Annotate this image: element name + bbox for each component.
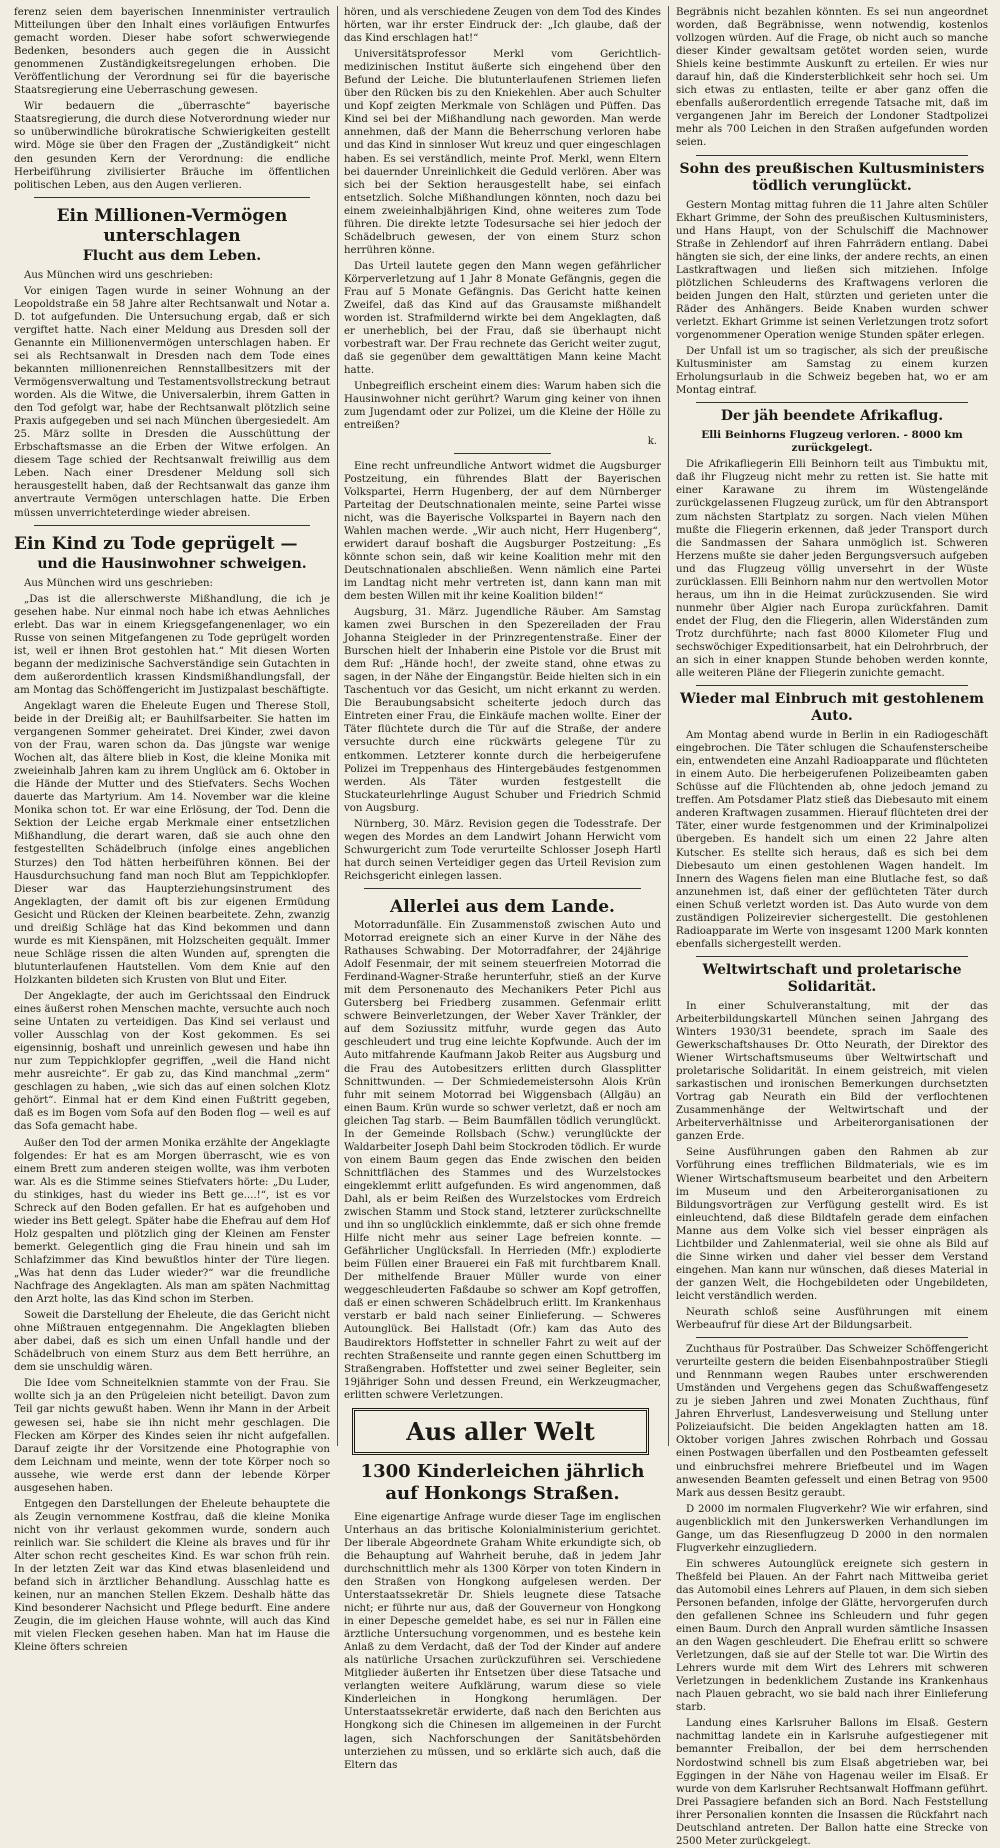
paragraph: Aus München wird uns geschrieben: [24, 577, 213, 589]
subheadline: Elli Beinhorns Flugzeug verloren. - 8000 km zurückgelegt. [701, 429, 963, 455]
divider [696, 402, 968, 403]
paragraph: Aus München wird uns geschrieben: [24, 269, 213, 281]
divider [454, 453, 551, 454]
news-item: Nürnberg, 30. März. Revision gegen die Todesstrafe. Der wegen des Mordes an dem Landwirt Johann Herwicht vom Schwurgericht zum Tode verurteilte Schlosser Joseph Hartl hat durch seinen Verteidiger gegen das Urteil Revision zum Reichsgericht einlegen lassen. [344, 818, 661, 882]
headline: Ein Millionen-Vermögen unterschlagen [56, 205, 288, 246]
paragraph: hören, und als verschiedene Zeugen von dem Tod des Kindes hörten, war ihr erster Eindruck der: „Ich glaube, daß der das Kind erschlagen hat!“ [344, 7, 661, 45]
divider [34, 525, 310, 526]
paragraph: Wir bedauern die „überraschte“ bayerische Staatsregierung, die durch diese Notverordnung wieder nur so unüberwindliche bürokratische Schwierigkeiten gestellt wird. Möge sie über den Fragen der „Zuständigkeit“ nicht den gesunden Kern der Verordnung: die endliche Herbeiführung zivilisierter Bräuche im öffentlichen politischen Leben, aus den Augen verlieren. [14, 101, 330, 191]
subheadline: und die Hausinwohner schweigen. [37, 555, 307, 572]
column-rule [668, 6, 669, 1446]
paragraph: Motorradunfälle. Ein Zusammenstoß zwischen Auto und Motorrad ereignete sich an einer Kurve in der Nähe des Rathauses Schwabing. Der Motorradfahrer, der 24jährige Adolf Fesenmair, der mit seinem steuerfreien Motorrad die Ferdinand-Wagner-Straße herunterfuhr, stieß an der Kurve mit dem Personenauto des Mechanikers Peter Pichl aus Gutersberg bei Friedberg zusammen. Gefenmair erlitt schwere Beinverletzungen, der Weber Xaver Tränkler, der auf dem Soziussitz mitfuhr, wurde gegen das Auto geschleudert und trug eine leichte Kopfwunde. Auch der im Auto mitfahrende Kaufmann Jakob Reiter aus Augsburg und die Frau des Autobesitzers erlitten durch Glassplitter Schnittwunden. — Der Schmiedemeistersohn Alois Krün fuhr mit seinem Motorrad bei Wiggensbach (Allgäu) an einen Baum. Krün wurde so schwer verletzt, daß er noch am gleichen Tag starb. — Beim Baumfällen tödlich verunglückt. In der Gemeinde Rollsbach (Schw.) verunglückte der Waldarbeiter Joseph Dahl beim Stockroden tödlich. Er wurde von einem Baum gegen das Ende zwischen den beiden Schnittflächen des Stammes und des Wurzelstockes eingeklemmt erlitt aufgefunden. Es wird angenommen, daß Dahl, als er beim Reißen des Wurzelstockes vom Erdreich zwischen Stamm und Stock stand, letzterer zurückschnellte und ihn so unglücklich einklemmte, daß er sich ohne fremde Hilfe nicht mehr aus seiner Lage befreien konnte. — Gefährlicher Unglücksfall. In Herrieden (Mfr.) explodierte beim Füllen einer Brauerei ein Faß mit furchtbarem Knall. Der mithelfende Brauer Müller wurde von einer weggeschleuderten Faßdaube so schwer am Kopf getroffen, daß er einen schweren Schädelbruch erlitt. Im Krankenhaus verstarb er bald nach seiner Einlieferung. — Schweres Autounglück. Bei Hallstadt (Ofr.) kam das Auto des Baudirektors Hoffstetter in schneller Fahrt zu weit auf der rechten Straßenseite und rannte gegen einen Schuttberg im Straßengraben. Hoffstetter und zwei seiner Begleiter, sein 19jähriger Sohn und dessen Freund, ein Werkzeugmacher, erlitten schwere Verletzungen. [344, 920, 661, 1401]
column-2 [344, 6, 661, 1771]
news-item: Zuchthaus für Postraüber. Das Schweizer Schöffengericht verurteilte gestern die beiden Eisenbahnpostraüber Stiegli und Rennmann wegen Raubes unter erschwerenden Umständen und Vergehens gegen das Schußwaffengesetz zu je sieben Jahren und zwei Monaten Zuchthaus, fünf Jahren Ehrverlust, Landesverweisung und Stellung unter Polizeiaufsicht. Die beiden Angeklagten hatten am 18. Oktober vorigen Jahres zwischen Rohrbach und Gossau einen Postwagen überfallen und den Postbeamten gefesselt und einbruchsfrei mehrere Briefbeutel und im Wagen anwesenden Beamten gefesselt und einen Betrag von 9500 Mark aus dessen Besitz geraubt. [676, 1344, 988, 1499]
paragraph: Die Idee vom Schneitelknien stammte von der Frau. Sie wollte sich ja an den Prügeleien nicht beteiligt. Davon zum Teil gar nichts gewußt haben. Wenn ihr Mann in der Arbeit gewesen sei, habe sie ihn nicht mehr geschlagen. Die Flecken am Körper des Kindes seien ihr nicht aufgefallen. Darauf zeigte ihr der Vorsitzende eine Photographie von dem Leichnam und meinte, wenn der tote Körper noch so aussehe, wie werde erst dann der lebende Körper ausgesehen haben. [14, 1378, 330, 1494]
paragraph: In einer Schulveranstaltung, mit der das Arbeiterbildungskartell München seinen Jahrgang des Winters 1930/31 beendete, sprach im Saale des Gewerkschaftshauses Dr. Otto Neurath, der Direktor des Wiener Wirtschaftsmuseums über Weltwirtschaft und proletarische Solidarität. In einem geistreich, mit vielen sarkastischen und ironischen Bemerkungen durchsetzten Vortrag gab Neurath ein Bild der verflochtenen Zusammenhänge der Weltwirtschaft und der Arbeiterverhältnisse und Arbeiterorganisationen der ganzen Erde. [676, 1000, 988, 1143]
column-rule [337, 6, 338, 1446]
column-3 [676, 6, 988, 1847]
paragraph: Das Urteil lautete gegen den Mann wegen gefährlicher Körperverletzung auf 1 Jahr 8 Monate Gefängnis, gegen die Frau auf 5 Monate Gefängnis. Das Gericht hatte keinen Zweifel, daß das Kind auf das Grausamste mißhandelt worden ist. Strafmildernd wirkte bei dem Angeklagten, daß er unerheblich, bei der Frau, daß sie überhaupt nicht vorbestraft war. Der Frau rechnete das Gericht weiter zugut, daß sie gegenüber dem gewalttätigen Mann keine Macht hatte. [344, 260, 661, 377]
headline: Sohn des preußischen Kultusministers tödlich verunglückt. [679, 160, 985, 194]
paragraph: Begräbnis nicht bezahlen könnten. Es sei nun angeordnet worden, daß Begräbnisse, wenn notwendig, kostenlos vollzogen würden. Auf die Frage, ob nicht auch so manche dieser Kinder gewaltsam getötet worden seien, wurde Shiels keine bestimmte Auskunft zu erteilen. Er wies nur darauf hin, daß die Kindersterblichkeit sehr hoch sei. Um sich etwas zu entlasten, teilte er aber ganz offen die ebenfalls außerordentlich erregende Tatsache mit, daß im vergangenen Jahr im Bereich der Londoner Stadtpolizei mehr als 700 Leichen in den Straßen aufgefunden worden seien. [676, 7, 988, 149]
paragraph: Angeklagt waren die Eheleute Eugen und Therese Stoll, beide in der Dreißig alt; er Bauhilfsarbeiter. Sie hatten im vergangenen Sommer geheiratet. Drei Kinder, zwei davon von der Frau, waren schon da. Das jüngste war wenige Wochen alt, das ältere blieb in Kost, die kleine Monika mit zweieinhalb Jahren kam zu ihrem Unglück am 6. Oktober in die Hände der Mutter und des Stiefvaters. Sechs Wochen dauerte das Martyrium. Am 14. November war die kleine Monika schon tot. Er war eine Erlösung, der Tod. Denn die Sektion der Leiche ergab Merkmale einer entsetzlichen Mißhandlung, die derart waren, daß sie auch ohne den festgestellten Schädelbruch (infolge eines angeblichen Sturzes) den Tod hätten herbeiführen können. Bei der Hausdurchsuchung fand man noch Blut am Teppichklopfer. Dieser war das Haupterziehungsinstrument des Angeklagten, der damit oft bis zur eigenen Ermüdung Gesicht und Rücken der Kleinen bearbeitete. Zehn, zwanzig und dreißig Schläge hat das Kind bekommen und dann wurde es mit Kienspänen, mit Holzscheiten gequält. Immer neue Schläge rissen die alten Wunden auf, sprengten die blutunterlaufenen Hautstellen. Vom dem Knie auf den Holzkanten bildeten sich Krusten von Blut und Eiter. [14, 700, 330, 986]
divider [364, 888, 641, 889]
news-item: Eine recht unfreundliche Antwort widmet die Augsburger Postzeitung, ein führendes Blatt der Bayerischen Volkspartei, Herrn Hugenberg, der auf dem Nürnberger Parteitag der Deutschnationalen meinte, seine Partei wisse nicht, was die Bayerische Volkspartei in Bayern nach den Wahlen machen werde. „Wir auch nicht, Herr Hugenberg“, erwidert darauf boshaft die Augsburger Postzeitung: „Es könnte schon sein, daß wir keine Koalition mehr mit den Deutschnationalen abschließen. Wenn nämlich eine Partei im Landtag nicht mehr vertreten ist, dann kann man mit dem besten Willen mit ihr keine Koalition bilden!“ [344, 460, 661, 602]
paragraph: Der Unfall ist um so tragischer, als sich der preußische Kultusminister am Samstag zu einem kurzen Erholungsurlaub in die Schweiz begeben hat, wo er am Montag eintraf. [676, 346, 988, 397]
headline: Ein Kind zu Tode geprügelt — [14, 533, 298, 554]
paragraph: Universitätsprofessor Merkl vom Gerichtlich-medizinischen Institut äußerte sich eingehend über den Befund der Leiche. Die blutunterlaufenen Striemen liefen über den Rücken bis zu den Kniekehlen. Aber auch Schulter und Kopf zeigten Merkmale von Schlägen und Püffen. Das Kind sei bei der Mißhandlung nach geworden. Man werde annehmen, daß der Mann die Beherrschung verloren habe und das Kind in sinnloser Wut kreuz und quer eingeschlagen haben. Es sei verständlich, meinte Prof. Merkl, wenn Eltern bei dauernder Unreinlichkeit die Geduld verlören. Aber was sich bei der Sektion herausgestellt habe, sei einfach entsetzlich. Solche Mißhandlungen könnten, noch dazu bei einem zweieinhalbjährigen Kind, ohne weiteres zum Tode führen. Die direkte letzte Todesursache sei hier jedoch der Schädelbruch gewesen, der von einem Sturz schon herrühren könne. [344, 49, 661, 256]
paragraph: Vor einigen Tagen wurde in seiner Wohnung an der Leopoldstraße ein 58 Jahre alter Rechtsanwalt und Notar a. D. tot aufgefunden. Die Untersuchung ergab, daß er sich vergiftet hatte. Nach einer Meldung aus Dresden soll der Genannte ein Millionenvermögen unterschlagen haben. Er sei als Rechtsanwalt in Dresden nach dem Tode eines bekannten millionenreichen Rennstallbesitzers mit der Vermögensverwaltung und Testamentsvollstreckung betraut worden. Als die Witwe, die Universalerbin, ihrem Gatten in den Tod gefolgt war, habe der Rechtsanwalt plötzlich seine Praxis aufgegeben und sei nach München übergesiedelt. Am 25. März sollte in Dresden die Ausschüttung der Erbschaftsmasse an die Erben der Witwe erfolgen. An diesem Tage schied der Rechtsanwalt freiwillig aus dem Leben. Nach einer Dresdener Meldung soll sich herausgestellt haben, daß der Rechtsanwalt das ganze ihm anvertraute Vermögen unterschlagen hatte. Die Erben müssen unverrichteterdinge wieder abreisen. [14, 285, 330, 519]
section-banner: Aus aller Welt [352, 1408, 649, 1455]
headline: Wieder mal Einbruch mit gestohlenem Auto. [680, 691, 984, 725]
headline: Der jäh beendete Afrikaflug. [720, 408, 944, 425]
divider [696, 956, 968, 957]
paragraph: Am Montag abend wurde in Berlin in ein Radiogeschäft eingebrochen. Die Täter schlugen die Schaufensterscheibe ein, entwendeten eine Anzahl Radioapparate und flüchteten in einem Auto. Die herbeigerufenen Polizeibeamten gaben Schüsse auf die Flüchtenden ab, ohne jedoch jemand zu treffen. Am Potsdamer Platz stieß das Diebesauto mit einem anderen Kraftwagen zusammen. Hierauf flüchteten drei der Täter, einer wurde festgenommen und der Kriminalpolizei übergeben. Es handelt sich um einen 22 Jahre alten Kutscher. Es stellte sich heraus, daß es sich bei dem Diebesauto um einen gestohlenen Wagen handelt. Im Innern des Wagens fielen man eine Blutlache fest, so daß anzunehmen ist, daß einer der geflüchteten Täter durch einen Schuß verletzt worden ist. Das Auto wurde von dem zuständigen Polizeirevier sichergestellt. Die gestohlenen Radioapparate im Werte von insgesamt 1200 Mark konnten ebenfalls sichergestellt werden. [676, 730, 988, 950]
news-item: D 2000 im normalen Flugverkehr? Wie wir erfahren, sind augenblicklich mit den Junkerswerken Verhandlungen im Gange, um das Riesenflugzeug D 2000 in den normalen Flugverkehr einzugliedern. [676, 1503, 988, 1554]
paragraph: Unbegreiflich erscheint einem dies: Warum haben sich die Hausinwohner nicht gerührt? Warum ging keiner von ihnen zum Jugendamt oder zur Polizei, um die Kleine der Hölle zu entreißen? [344, 381, 661, 432]
headline: 1300 Kinderleichen jährlich auf Honkongs Straßen. [360, 1460, 645, 1504]
paragraph: Eine eigenartige Anfrage wurde dieser Tage im englischen Unterhaus an das britische Kolonialministerium gerichtet. Der liberale Abgeordnete Graham White erkundigte sich, ob die Behauptung auf Wahrheit beruhe, daß in jedem Jahr durchschnittlich mehr als 1300 Körper von toten Kindern in den Straßen von Hongkong aufgelesen werden. Der Unterstaatssekretär Dr. Shiels leugnete diese Tatsache nicht; er führte nur aus, daß der Gouverneur von Hongkong in einer Depesche gemeldet habe, es sei nur in Fällen eine ärztliche Untersuchung vorgenommen, und es bestehe kein Anlaß zu dem Verdacht, daß der Tod der Kinder auf andere als natürliche Ursachen zurückzuführen sei. Verschiedene Mitglieder äußerten ihr Entsetzen über diese Tatsache und verlangten weitere Aufklärung, warum diese so viele Kinderleichen in Hongkong herumlägen. Der Unterstaatssekretär erwiderte, daß nach den Berichten aus Hongkong sich die Chinesen im allgemeinen in der Furcht lagen, sich Nachforschungen der Sanitätsbehörden unterziehen zu müssen, und so erklärte sich auch, daß die Eltern das [344, 1511, 661, 1771]
section-heading: Allerlei aus dem Lande. [390, 897, 615, 917]
news-item: Ein schweres Autounglück ereignete sich gestern in Theßfeld bei Plauen. An der Fahrt nach Mittweiba geriet das Automobil eines Lehrers auf Plauen, in dem sich sieben Personen befanden, infolge der Glätte, hervorgerufen durch den gefallenen Schnee ins Schleudern und fuhr gegen einen Baum. Durch den Anprall wurden sämtliche Insassen an den Wagen geschleudert. Die Ehefrau erlitt so schwere Verletzungen, daß sie auf der Stelle tot war. Die Wirtin des Lehrers wurde mit dem Wirt des Lehrers mit schweren Verletzungen in bedenklichem Zustande ins Krankenhaus nach Plauen gebracht, wo sie bald nach ihrer Einlieferung starb. [676, 1558, 988, 1714]
headline: Weltwirtschaft und proletarische Solidarität. [702, 961, 962, 995]
divider [34, 197, 310, 198]
subheadline: Flucht aus dem Leben. [82, 247, 262, 264]
paragraph: Gestern Montag mittag fuhren die 11 Jahre alten Schüler Ekhart Grimme, der Sohn des preußischen Kultusministers, und Hans Haupt, von der Schulschiff die Machnower Straße in Zehlendorf auf ihren Fahrrädern entlang. Dabei hängten sie sich, der eine links, der andere rechts, an einen Lastkraftwagen und ließen sich mitziehen. Infolge plötzlichen Schleuderns des Kraftwagens verloren die beiden Jungen den Halt, stürzten und gerieten unter die Räder des Anhängers. Beide Knaben wurden schwer verletzt. Ekhart Grimme ist seinen Verletzungen trotz sofort vorgenommener Operation wenige Stunden später erlegen. [676, 199, 988, 341]
paragraph: „Das ist die allerschwerste Mißhandlung, die ich je gesehen habe. Nur einmal noch habe ich etwas Aehnliches erlebt. Das war in einem Kriegsgefangenenlager, wo ein Russe von seinen Mitgefangenen zu Tode geprügelt worden ist, weil er ihnen Brot gestohlen hat.“ Mit diesen Worten begann der medizinische Sachverständige sein Gutachten in dem außerordentlich krassen Kindsmißhandlungsfall, der am Montag das Schöffengericht im Justizpalast beschäftigte. [14, 593, 330, 696]
paragraph: Der Angeklagte, der auch im Gerichtssaal den Eindruck eines äußerst rohen Menschen machte, versuchte auch noch seine Untaten zu verteidigen. Das Kind sei verlaust und voller Ausschlag von der Kost gekommen. Es sei eigensinnig, boshaft und unreinlich gewesen und habe ihn nur zum Teppichklopfer gegriffen, „weil die Hand nicht mehr ausreichte“. Er gab zu, das Kind manchmal „zerm“ geschlagen zu haben, „wie sich das auf einen solchen Klotz gehört“. Einmal hat er dem Kind einen Fußtritt gegeben, daß es im Bogen vom Sofa auf den Boden flog — weil es auf das Sofa gemacht habe. [14, 991, 330, 1133]
paragraph: Seine Ausführungen gaben den Rahmen ab zur Vorführung eines trefflichen Bildmaterials, wie es im Wiener Wirtschaftsmuseum bearbeitet und den Arbeitern im Museum und den Arbeiterorganisationen zu Bildungsvorträgen zur Verfügung gestellt wird. Es ist einleuchtend, daß diese Bildtafeln gerade dem einfachen Manne aus dem Volke sich viel besser einprägen als Lichtbilder und Zahlenmaterial, weil sie ohne als Bild auf die Sinne wirken und daher viel besser dem Verstand eingehen. Man kann nur wünschen, daß dieses Material in der ganzen Welt, die Hochgebildeten oder Ungebildeten, leicht verständlich werden. [676, 1147, 988, 1302]
news-item: Augsburg, 31. März. Jugendliche Räuber. Am Samstag kamen zwei Burschen in den Spezereiladen der Frau Johanna Steigleder in der Prinzregentenstraße. Einer der Burschen hielt der Inhaberin eine Pistole vor die Brust mit dem Ruf: „Hände hoch!, der zweite stand, ohne etwas zu sagen, in der Nähe der Eingangstür. Beide hielten sich in ein Taschentuch vor das Gesicht, um nicht erkannt zu werden. Die Beraubungsabsicht scheiterte jedoch durch das Eintreten einer Frau, die Einkäufe machen wollte. Einer der Täter flüchtete durch die Tür auf die Straße, der andere versuchte durch eine rückwärts gelegene Tür zu entkommen. Letzterer konnte durch die herbeigerufene Polizei im Treppenhaus des Hintergebäudes festgenommen werden. Als Täter wurden festgestellt die Stuckateurlehrlinge August Schuber und Friedrich Schmid von Augsburg. [344, 607, 661, 814]
author-signoff: k. [647, 435, 657, 447]
divider [696, 685, 968, 686]
paragraph: Neurath schloß seine Ausführungen mit einem Werbeaufruf für diese Art der Bildungsarbeit. [676, 1306, 988, 1332]
paragraph: Außer den Tod der armen Monika erzählte der Angeklagte folgendes: Er hat es am Morgen überrascht, wie es von einem Brett zum anderen steigen wollte, was ihm verboten war. Als es die Stimme seines Stiefvaters hörte: „Du Luder, du stinkiges, hast du wieder ins Bett ge....!“, ist es vor Schreck auf den Boden gefallen. Er hat es aufgehoben und wieder ins Bett gelegt. Später habe die Ehefrau auf dem Hof Holz gespalten und plötzlich ging der Kleinen am Fenster bemerkt. Gelegentlich ging die Frau hinein und sah im Schlafzimmer das Kind bewußtlos hinter der Türe liegen. „Was hat denn das Luder wieder?“ war die freundliche Nachfrage des Angeklagten. Als man am späten Nachmittag den Arzt holte, las das Kind schon im Sterben. [14, 1137, 330, 1306]
paragraph: Soweit die Darstellung der Eheleute, die das Gericht nicht ohne Mißtrauen entgegennahm. Die Angeklagten blieben aber dabei, daß es sich um einen Unfall handle und der Schädelbruch von einem Sturz aus dem Bett herrühre, an dem sie unschuldig wären. [14, 1310, 330, 1374]
divider [696, 1337, 968, 1338]
column-1 [14, 6, 330, 1654]
news-item: Landung eines Karlsruher Ballons im Elsaß. Gestern nachmittag landete ein in Karlsruhe aufgestiegener mit bemannter Freiballon, der bei dem herrschenden Nordostwind schnell bis zum Elsaß abgetrieben war, bei Eggingen in der Nähe von Hagenau weiler im Elsaß. Er wurde von dem Karlsruher Rechtsanwalt Hoffmann geführt. Drei Passagiere befanden sich an Bord. Nach Feststellung ihrer Personalien konnten die Insassen die Rückfahrt nach Deutschland antreten. Der Ballon hatte eine Strecke von 2500 Meter zurückgelegt. [676, 1718, 988, 1847]
divider [696, 155, 968, 156]
paragraph: Entgegen den Darstellungen der Eheleute behauptete die als Zeugin vernommene Kostfrau, daß die kleine Monika nicht von ihr verlaust gekommen wurde, sondern auch reinlich war. Sie schildert die Kleine als braves und für ihr Alter schon recht gescheites Kind. Es war schon früh rein. In der letzten Zeit war das Kind etwas blasenleidend und befand sich in ärztlicher Behandlung. Ausschlag hatte es keinen, nur an manchen Stellen Ekzem. Deshalb hätte das Kind besonderer Nachsicht und Pflege bedurft. Eine andere Zeugin, die im gleichen Hause wohnte, will auch das Kind mit vielen Flecken gesehen haben. Man hat im Hause die Kleine öfters schreien [14, 1498, 330, 1654]
paragraph: ferenz seien dem bayerischen Innenminister vertraulich Mitteilungen über den Inhalt eines vorläufigen Entwurfes gemacht worden. Dieser habe sofort schwerwiegende Bedenken, besonders auch gegen die in Aussicht genommenen Zuständigkeitsregelungen erhoben. Die Veröffentlichung der Verordnung sei für die bayerische Staatsregierung eine Ueberraschung gewesen. [14, 7, 330, 97]
paragraph: Die Afrikafliegerin Elli Beinhorn teilt aus Timbuktu mit, daß ihr Flugzeug nicht mehr zu retten ist. Sie hatte mit einer Karawane zu ihrem im Wüstengelände zurückgelassenen Flugzeug zurück, um für den Abtransport zum nächsten Startplatz zu sorgen. Nach vielen Mühen mußte die Fliegerin erkennen, daß jeder Transport durch die Sandmassen der Sahara unmöglich ist. Schweren Herzens mußte sie daher jeden Bergungsversuch aufgeben und das Flugzeug völlig unversehrt in der Wüste zurücklassen. Elli Beinhorn nahm nur den wertvollen Motor heraus, um ihn in die Heimat zurückzusenden. Sie wird nunmehr über Algier nach Europa zurückfahren. Damit endet der Flug, den die Fliegerin, allen Widerständen zum Trotz durchführte; nach fast 8000 Kilometer Flug und sechswöchiger Expeditionsarbeit, hat ein Delrohrbruch, der an sich in einer knappen Stunde behoben werden konnte, alle weiteren Pläne der Fliegerin zunichte gemacht. [676, 459, 988, 680]
